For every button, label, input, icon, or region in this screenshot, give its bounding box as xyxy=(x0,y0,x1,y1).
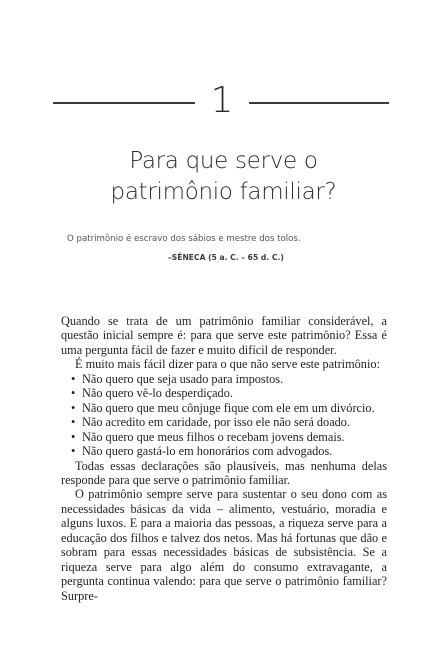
chapter-rule-left xyxy=(53,102,195,104)
list-item xyxy=(71,400,387,415)
chapter-heading xyxy=(53,82,389,124)
chapter-title-line-2: patrimônio familiar? xyxy=(110,179,337,205)
list-item xyxy=(71,444,387,459)
bullet-list xyxy=(61,372,387,459)
epigraph-author: –SÊNECA (5 a. C. – 65 d. C.) xyxy=(168,253,284,262)
paragraph-4: O patrimônio sempre serve para sustentar o seu dono com as necessidades básicas da vida – alimento, vestuário, moradia e alguns luxos. E para a maioria das pessoas, a riqueza serve para a educação dos filhos e talvez dos netos. Mas há fortunas que dão e sobram para essas necessidades básicas de subsistência. Se a riqueza serve para algo além do consumo extravagante, a pergunta continua valendo: para que serve o patrimônio familiar? Surpre- xyxy=(61,487,387,603)
paragraph-1: Quando se trata de um patrimônio familiar considerável, a questão inicial sempre é: para que serve este patrimônio? Essa é uma pergunta fácil de fazer e muito difícil de responder. xyxy=(61,314,387,357)
paragraph-3: Todas essas declarações são plausíveis, mas nenhuma delas responde para que serve o patrimônio familiar. xyxy=(61,458,387,487)
bullet-marker: • xyxy=(71,371,76,386)
bullet-marker: • xyxy=(71,386,76,401)
epigraph-quote: O patrimônio é escravo dos sábios e mestre dos tolos. xyxy=(67,234,301,244)
chapter-title xyxy=(60,146,387,208)
bullet-marker: • xyxy=(71,400,76,415)
list-item-text: Não quero que meu cônjuge fique com ele em um divórcio. xyxy=(82,400,375,415)
list-item-text: Não acredito em caridade, por isso ele não será doado. xyxy=(82,415,351,430)
bullet-marker: • xyxy=(71,415,76,430)
list-item xyxy=(71,415,387,430)
list-item-text: Não quero vê-lo desperdiçado. xyxy=(82,386,233,401)
chapter-number: 1 xyxy=(210,80,234,121)
bullet-marker: • xyxy=(71,444,76,459)
bullet-marker: • xyxy=(71,429,76,444)
list-item xyxy=(71,429,387,444)
body-text xyxy=(61,314,387,603)
list-item-text: Não quero gastá-lo em honorários com advogados. xyxy=(82,444,333,459)
list-item xyxy=(71,386,387,401)
list-item-text: Não quero que meus filhos o recebam jovens demais. xyxy=(82,429,345,444)
chapter-rule-right xyxy=(249,102,389,104)
list-item xyxy=(71,371,387,386)
list-item-text: Não quero que seja usado para impostos. xyxy=(82,371,284,386)
chapter-title-line-1: Para que serve o xyxy=(129,148,318,174)
paragraph-2: É muito mais fácil dizer para o que não serve este patrimônio: xyxy=(75,357,380,372)
